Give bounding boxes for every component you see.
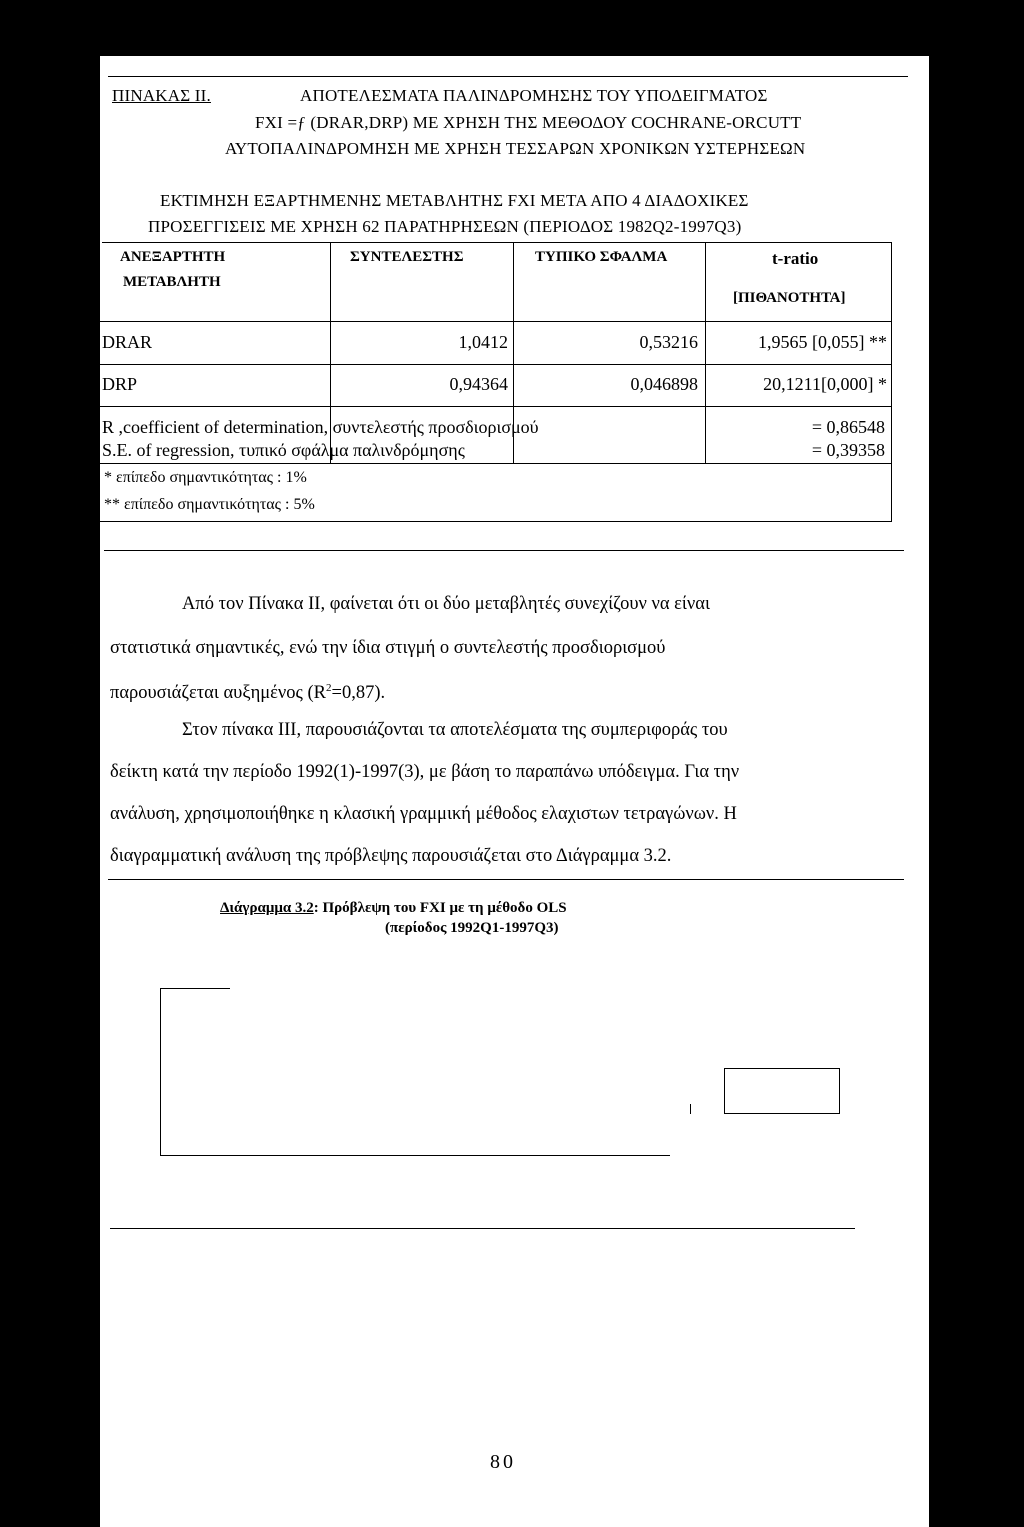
header-independent-var-2: ΜΕΤΑΒΛΗΤΗ <box>123 274 221 290</box>
table-row-drar-var: DRAR <box>102 332 153 352</box>
stat-r-squared-label: R ,coefficient of determination, συντελεστής προσδιορισμού <box>102 417 539 437</box>
table-row-drar-t: 1,9565 [0,055] ** <box>758 332 887 352</box>
diagram-label: Διάγραμμα 3.2 <box>220 900 314 916</box>
table-title-line-3: ΑΥΤΟΠΑΛΙΝΔΡΟΜΗΣΗ ΜΕ ΧΡΗΣΗ ΤΕΣΣΑΡΩΝ ΧΡΟΝΙΚΩΝ ΥΣΤΕΡΗΣΕΩΝ <box>225 139 806 158</box>
diagram-frame-bottom <box>160 1155 670 1156</box>
table-title-line-2: FXI =ƒ (DRAR,DRP) ΜΕ ΧΡΗΣΗ ΤΗΣ ΜΕΘΟΔΟΥ COCHRANE-ORCUTT <box>255 113 802 132</box>
paragraph-1-line-2: στατιστικά σημαντικές, ενώ την ίδια στιγμή ο συντελεστής προσδιορισμού <box>110 638 666 658</box>
header-independent-var-1: ΑΝΕΞΑΡΤΗΤΗ <box>120 249 226 265</box>
header-t-ratio: t-ratio <box>772 249 819 268</box>
paragraph-1-line-1: Από τον Πίνακα ΙΙ, φαίνεται ότι οι δύο μεταβλητές συνεχίζουν να είναι <box>182 594 710 614</box>
table-row-drar-se: 0,53216 <box>639 332 698 352</box>
diagram-title: : Πρόβλεψη του FXI με τη μέθοδο OLS <box>313 900 567 916</box>
page-number: 80 <box>490 1451 516 1473</box>
header-bottom-rule <box>100 321 892 322</box>
estimation-desc-line-1: ΕΚΤΙΜΗΣΗ ΕΞΑΡΤΗΜΕΝΗΣ ΜΕΤΑΒΛΗΤΗΣ FXI ΜΕΤΑ ΑΠΟ 4 ΔΙΑΔΟΧΙΚΕΣ <box>160 191 749 210</box>
table-row-drp-coef: 0,94364 <box>449 374 508 394</box>
estimation-desc-line-2: ΠΡΟΣΕΓΓΙΣΕΙΣ ΜΕ ΧΡΗΣΗ 62 ΠΑΡΑΤΗΡΗΣΕΩΝ (ΠΕΡΙΟΔΟΣ 1982Q2-1997Q3) <box>148 217 742 236</box>
stat-se-regression-value: = 0,39358 <box>811 440 885 460</box>
paragraph-1-line-3-text: παρουσιάζεται αυξημένος (R <box>110 683 327 704</box>
diagram-period: (περίοδος 1992Q1-1997Q3) <box>385 920 559 936</box>
document-page <box>100 56 929 1527</box>
paragraph-2-line-4: διαγραμματική ανάλυση της πρόβλεψης παρουσιάζεται στο Διάγραμμα 3.2. <box>110 846 672 866</box>
diagram-caption <box>220 900 567 917</box>
diagram-frame-top <box>160 988 230 989</box>
table-row-drar-coef: 1,0412 <box>458 332 508 352</box>
table-row-drp-t: 20,1211[0,000] * <box>763 374 887 394</box>
table-label: ΠΙΝΑΚΑΣ ΙΙ. <box>112 86 211 105</box>
paragraph-1-line-3-end: =0,87). <box>331 683 386 704</box>
table-title-line-1: ΑΠΟΤΕΛΕΣΜΑΤΑ ΠΑΛΙΝΔΡΟΜΗΣΗΣ ΤΟΥ ΥΠΟΔΕΙΓΜΑΤΟΣ <box>300 86 768 105</box>
paragraph-2-line-1: Στον πίνακα ΙΙΙ, παρουσιάζονται τα αποτελέσματα της συμπεριφοράς του <box>182 720 728 740</box>
row-rule-2 <box>100 406 892 407</box>
note-significance-1pct: * επίπεδο σημαντικότητας : 1% <box>104 469 307 486</box>
top-rule <box>108 76 908 77</box>
table-row-drp-var: DRP <box>102 374 138 394</box>
diagram-frame-left <box>160 988 161 1156</box>
diagram-legend-box <box>724 1068 840 1114</box>
table-top-border <box>102 242 892 243</box>
section-separator <box>104 550 904 551</box>
paragraph-2-line-3: ανάλυση, χρησιμοποιήθηκε η κλασική γραμμική μέθοδος ελαχιστων τετραγώνων. Η <box>110 804 737 824</box>
superscript-two: 2 <box>326 682 332 694</box>
paragraph-1-line-3 <box>110 682 385 704</box>
stat-se-regression-label: S.E. of regression, τυπικό σφάλμα παλινδρόμησης <box>102 440 465 460</box>
row-rule-1 <box>100 364 892 365</box>
note-significance-5pct: ** επίπεδο σημαντικότητας : 5% <box>104 496 315 513</box>
table-right-border <box>891 242 892 522</box>
diagram-separator <box>108 879 904 880</box>
stats-bottom-rule <box>100 463 892 464</box>
stat-r-squared-value: = 0,86548 <box>811 417 885 437</box>
col-divider-3 <box>705 242 706 464</box>
table-row-drp-se: 0,046898 <box>630 374 698 394</box>
table-bottom-rule <box>100 521 892 522</box>
header-probability: [ΠΙΘΑΝΟΤΗΤΑ] <box>733 290 846 306</box>
diagram-tick <box>690 1104 691 1114</box>
header-standard-error: ΤΥΠΙΚΟ ΣΦΑΛΜΑ <box>535 249 668 265</box>
diagram-baseline <box>110 1228 855 1229</box>
header-coefficient: ΣΥΝΤΕΛΕΣΤΗΣ <box>350 249 464 265</box>
paragraph-2-line-2: δείκτη κατά την περίοδο 1992(1)-1997(3), με βάση το παραπάνω υπόδειγμα. Για την <box>110 762 740 782</box>
